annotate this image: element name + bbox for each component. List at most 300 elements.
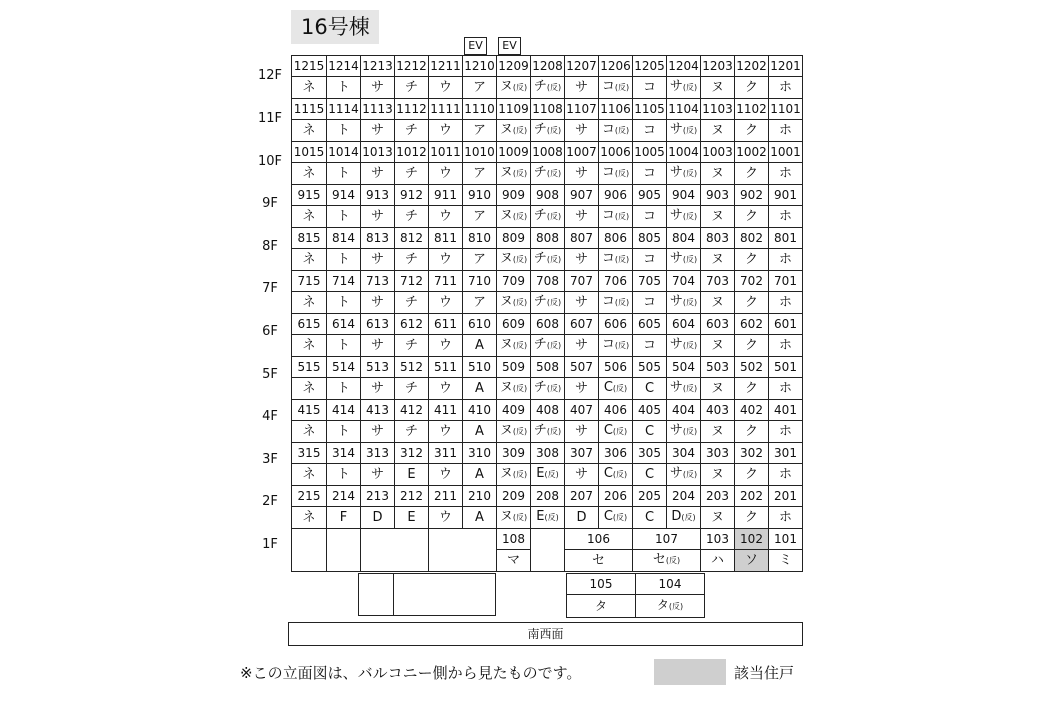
unit-type-text: サ [574,423,588,439]
unit-type-text: ト [336,337,350,353]
unit-type-text: C [644,509,655,525]
floor-label-1f: 1F [262,537,278,552]
unit-number-412: 412 [395,400,429,421]
unit-type-1005 [633,163,667,185]
unit-type-712 [395,292,429,314]
ground-empty-cell [361,529,429,572]
unit-type-text: ヌ [710,251,724,267]
mirrored-mark: (反) [512,513,528,522]
unit-number-904: 904 [667,185,701,206]
unit-type-508 [531,378,565,400]
unit-type-414 [327,421,361,443]
unit-type-text: ホ [778,165,792,181]
unit-type-910 [463,206,497,228]
unit-type-text: サ [370,208,384,224]
unit-type-text: ク [744,509,758,525]
unit-number-503: 503 [701,357,735,378]
floor-label-10f: 10F [257,153,283,169]
unit-type-212 [395,507,429,529]
unit-type-text: チ [533,79,547,94]
unit-type-510 [463,378,497,400]
unit-type-409 [497,421,531,443]
unit-type-text: サ [574,294,588,310]
unit-type-914 [327,206,361,228]
unit-number-509: 509 [497,357,531,378]
unit-number-514: 514 [327,357,361,378]
mirrored-mark: (反) [682,126,698,135]
unit-type-1202 [735,77,769,99]
unit-number-405: 405 [633,400,667,421]
unit-type-text: A [475,509,484,525]
unit-type-text: ウ [438,122,452,138]
unit-number-510: 510 [463,357,497,378]
unit-number-204: 204 [667,486,701,507]
unit-type-813 [361,249,395,271]
unit-type-611 [429,335,463,357]
unit-type-1010 [463,163,497,185]
unit-type-505 [633,378,667,400]
unit-type-406 [599,421,633,443]
unit-number-805: 805 [633,228,667,249]
unit-number-808: 808 [531,228,565,249]
unit-number-611: 611 [429,314,463,335]
unit-number-801: 801 [769,228,803,249]
unit-type-513 [361,378,395,400]
unit-number-604: 604 [667,314,701,335]
unit-type-text: ク [744,122,758,138]
unit-type-text: D [372,509,383,525]
unit-number-1202: 1202 [735,56,769,77]
unit-number-302: 302 [735,443,769,464]
unit-type-1009 [497,163,531,185]
unit-type-501 [769,378,803,400]
unit-type-text: チ [404,423,418,439]
unit-type-text: ネ [302,208,316,224]
unit-type-806 [599,249,633,271]
mirrored-mark: (反) [546,126,562,135]
unit-number-602: 602 [735,314,769,335]
unit-type-713 [361,292,395,314]
unit-type-803 [701,249,735,271]
unit-type-text: ネ [302,122,316,138]
unit-type-906 [599,206,633,228]
unit-type-text: サ [669,79,683,94]
unit-number-1102: 1102 [735,99,769,120]
unit-number-606: 606 [599,314,633,335]
unit-number-903: 903 [701,185,735,206]
unit-type-107 [633,550,701,572]
unit-number-1104: 1104 [667,99,701,120]
mirrored-mark: (反) [512,470,528,479]
unit-number-907: 907 [565,185,599,206]
unit-type-714 [327,292,361,314]
unit-type-105: タ [567,595,636,618]
unit-type-text: チ [533,294,547,309]
building-title: 16号棟 [291,10,379,44]
unit-type-507 [565,378,599,400]
unit-type-text: サ [574,337,588,353]
unit-type-text: ヌ [499,380,513,395]
mirrored-mark: (反) [682,298,698,307]
unit-number-614: 614 [327,314,361,335]
unit-type-text: コ [642,122,656,138]
elevator-label-2: EV [498,37,521,55]
unit-type-text: ヌ [499,294,513,309]
unit-number-714: 714 [327,271,361,292]
unit-number-804: 804 [667,228,701,249]
lower-outline-box-left [358,573,394,616]
mirrored-mark: (反) [544,513,559,522]
floor-label-8f: 8F [262,238,278,254]
unit-type-text: ヌ [710,423,724,439]
unit-type-text: ネ [302,423,316,439]
unit-type-1106 [599,120,633,142]
unit-number-513: 513 [361,357,395,378]
unit-type-1103 [701,120,735,142]
unit-type-313 [361,464,395,486]
unit-type-text: ネ [302,165,316,181]
unit-type-text: サ [370,79,384,95]
unit-number-1114: 1114 [327,99,361,120]
unit-number-813: 813 [361,228,395,249]
unit-number-811: 811 [429,228,463,249]
mirrored-mark: (反) [682,384,698,393]
unit-type-801 [769,249,803,271]
unit-number-601: 601 [769,314,803,335]
unit-number-905: 905 [633,185,667,206]
unit-type-text: サ [370,466,384,482]
unit-type-104 [636,595,705,618]
unit-type-text: ウ [438,251,452,267]
unit-type-text: ネ [302,251,316,267]
unit-type-text: ウ [438,380,452,396]
unit-type-615 [292,335,327,357]
unit-number-1001: 1001 [769,142,803,163]
unit-type-text: ネ [302,337,316,353]
unit-type-text: C [603,423,613,438]
unit-type-text: ホ [778,122,792,138]
unit-type-text: サ [669,423,683,438]
unit-number-1212: 1212 [395,56,429,77]
unit-number-1101: 1101 [769,99,803,120]
unit-type-407 [565,421,599,443]
unit-type-1014 [327,163,361,185]
unit-number-1003: 1003 [701,142,735,163]
highlight-swatch [654,659,726,685]
unit-number-803: 803 [701,228,735,249]
unit-number-105: 105 [567,574,636,595]
ground-empty-cell [429,529,497,572]
unit-type-text: コ [601,165,615,180]
unit-type-606 [599,335,633,357]
unit-type-text: C [603,509,613,524]
unit-type-text: A [475,466,484,482]
unit-number-107: 107 [633,529,701,550]
unit-number-404: 404 [667,400,701,421]
unit-number-1213: 1213 [361,56,395,77]
unit-type-913 [361,206,395,228]
unit-type-1105 [633,120,667,142]
unit-type-text: ヌ [499,466,513,481]
mirrored-mark: (反) [546,255,562,264]
unit-type-509 [497,378,531,400]
unit-number-306: 306 [599,443,633,464]
unit-number-312: 312 [395,443,429,464]
floor-label-4f: 4F [262,409,278,425]
unit-type-text: サ [370,294,384,310]
mirrored-mark: (反) [512,212,528,221]
unit-type-text: E [407,509,416,525]
unit-type-text: ウ [438,79,452,95]
unit-type-text: ク [744,380,758,396]
unit-type-text: ホ [778,509,792,525]
unit-type-1013 [361,163,395,185]
unit-type-609 [497,335,531,357]
unit-type-text: ヌ [710,337,724,353]
unit-type-205 [633,507,667,529]
unit-number-505: 505 [633,357,667,378]
unit-type-text: コ [642,251,656,267]
unit-type-text: ヌ [499,208,513,223]
unit-type-814 [327,249,361,271]
unit-type-912 [395,206,429,228]
unit-type-text: サ [669,380,683,395]
unit-type-text: F [339,509,348,525]
unit-type-text: ヌ [710,165,724,181]
unit-number-1215: 1215 [292,56,327,77]
unit-type-text: ホ [778,208,792,224]
unit-number-208: 208 [531,486,565,507]
unit-number-912: 912 [395,185,429,206]
unit-type-text: C [644,380,655,396]
unit-type-text: ト [336,423,350,439]
facade-label: 南西面 [288,622,803,646]
unit-type-715 [292,292,327,314]
unit-type-1204 [667,77,701,99]
unit-type-text: ク [744,208,758,224]
unit-number-407: 407 [565,400,599,421]
unit-number-512: 512 [395,357,429,378]
unit-type-1004 [667,163,701,185]
unit-number-613: 613 [361,314,395,335]
unit-type-text: A [475,380,484,396]
unit-type-909 [497,206,531,228]
unit-number-313: 313 [361,443,395,464]
unit-type-text: チ [404,251,418,267]
unit-type-text: サ [370,380,384,396]
unit-type-215 [292,507,327,529]
unit-number-802: 802 [735,228,769,249]
mirrored-mark: (反) [614,83,630,92]
unit-type-1209 [497,77,531,99]
unit-number-608: 608 [531,314,565,335]
unit-type-601 [769,335,803,357]
mirrored-mark: (反) [682,83,698,92]
floor-label-7f: 7F [262,281,278,297]
unit-type-text: コ [642,79,656,95]
unit-type-text: ト [336,208,350,224]
unit-type-210 [463,507,497,529]
unit-type-text: チ [533,423,547,438]
unit-type-text: サ [370,337,384,353]
mirrored-mark: (反) [681,513,696,522]
unit-type-text: ウ [438,294,452,310]
unit-number-902: 902 [735,185,769,206]
unit-type-514 [327,378,361,400]
unit-number-103: 103 [701,529,735,550]
unit-type-text: コ [642,337,656,353]
unit-number-704: 704 [667,271,701,292]
unit-type-text: ト [336,466,350,482]
unit-type-text: ネ [302,294,316,310]
unit-type-text: サ [574,380,588,396]
unit-number-1015: 1015 [292,142,327,163]
unit-type-text: チ [533,337,547,352]
unit-type-607 [565,335,599,357]
ground-empty-cell [531,529,565,572]
unit-number-1012: 1012 [395,142,429,163]
unit-type-1104 [667,120,701,142]
unit-type-804 [667,249,701,271]
mirrored-mark: (反) [612,470,628,479]
lower-units-table [566,573,705,618]
unit-type-text: チ [404,165,418,181]
unit-type-701 [769,292,803,314]
unit-type-312 [395,464,429,486]
unit-number-815: 815 [292,228,327,249]
unit-type-text: C [603,380,613,395]
unit-type-202 [735,507,769,529]
unit-type-107-text: セ [652,552,666,567]
unit-type-text: ヌ [710,208,724,224]
unit-number-1108: 1108 [531,99,565,120]
unit-type-text: サ [574,251,588,267]
floor-label-6f: 6F [262,323,278,339]
mirrored-mark: (反) [512,341,528,350]
unit-type-901 [769,206,803,228]
unit-number-1004: 1004 [667,142,701,163]
unit-type-213 [361,507,395,529]
mirrored-mark: (反) [546,169,562,178]
unit-type-1112 [395,120,429,142]
unit-number-206: 206 [599,486,633,507]
mirrored-mark: (反) [682,212,698,221]
unit-type-810 [463,249,497,271]
unit-type-text: ク [744,466,758,482]
mirrored-mark: (反) [512,83,528,92]
unit-type-305 [633,464,667,486]
unit-type-1001 [769,163,803,185]
unit-type-807 [565,249,599,271]
unit-type-text: チ [533,165,547,180]
mirrored-mark: (反) [614,341,630,350]
unit-type-1111 [429,120,463,142]
unit-number-1201: 1201 [769,56,803,77]
unit-number-506: 506 [599,357,633,378]
unit-type-text: サ [574,165,588,181]
mirrored-mark: (反) [614,212,630,221]
unit-type-211 [429,507,463,529]
mirrored-mark: (反) [614,298,630,307]
unit-number-214: 214 [327,486,361,507]
unit-number-607: 607 [565,314,599,335]
unit-type-1115 [292,120,327,142]
mirrored-mark: (反) [612,513,628,522]
unit-number-1206: 1206 [599,56,633,77]
elevation-note: ※この立面図は、バルコニー側から見たものです。 [240,664,582,682]
unit-type-text: サ [370,423,384,439]
unit-number-314: 314 [327,443,361,464]
unit-type-709 [497,292,531,314]
unit-type-1006 [599,163,633,185]
unit-number-409: 409 [497,400,531,421]
unit-number-906: 906 [599,185,633,206]
unit-type-text: A [475,423,484,439]
unit-type-703 [701,292,735,314]
unit-type-text: ウ [438,423,452,439]
unit-type-text: チ [404,208,418,224]
unit-type-907 [565,206,599,228]
unit-number-1111: 1111 [429,99,463,120]
unit-type-802 [735,249,769,271]
unit-type-text: ク [744,294,758,310]
unit-type-307 [565,464,599,486]
unit-number-710: 710 [463,271,497,292]
unit-type-text: サ [370,122,384,138]
unit-number-1007: 1007 [565,142,599,163]
unit-type-text: ヌ [499,79,513,94]
unit-number-814: 814 [327,228,361,249]
unit-type-text: ア [472,165,486,181]
unit-type-301 [769,464,803,486]
unit-number-308: 308 [531,443,565,464]
unit-number-104: 104 [636,574,705,595]
unit-number-307: 307 [565,443,599,464]
unit-type-104-text: タ [656,598,669,612]
mirrored-mark: (反) [546,384,562,393]
mirrored-mark: (反) [614,169,630,178]
unit-type-text: チ [533,380,547,395]
mirrored-mark: (反) [546,341,562,350]
unit-number-1008: 1008 [531,142,565,163]
unit-type-1203 [701,77,735,99]
unit-type-text: コ [601,337,615,352]
unit-number-612: 612 [395,314,429,335]
unit-type-711 [429,292,463,314]
unit-number-1103: 1103 [701,99,735,120]
unit-type-1108 [531,120,565,142]
mirrored-mark: (反) [682,341,698,350]
unit-number-303: 303 [701,443,735,464]
unit-type-text: ク [744,165,758,181]
unit-type-405 [633,421,667,443]
legend-label: 該当住戸 [734,664,795,682]
unit-number-408: 408 [531,400,565,421]
unit-type-602 [735,335,769,357]
unit-type-text: コ [642,294,656,310]
unit-number-703: 703 [701,271,735,292]
unit-number-201: 201 [769,486,803,507]
mirrored-mark: (反) [544,470,559,479]
floor-label-11f: 11F [257,110,283,126]
unit-number-304: 304 [667,443,701,464]
unit-type-text: サ [669,122,683,137]
unit-number-1107: 1107 [565,99,599,120]
unit-type-604 [667,335,701,357]
unit-type-413 [361,421,395,443]
unit-type-text: ヌ [499,509,513,524]
mirrored-mark: (反) [512,169,528,178]
